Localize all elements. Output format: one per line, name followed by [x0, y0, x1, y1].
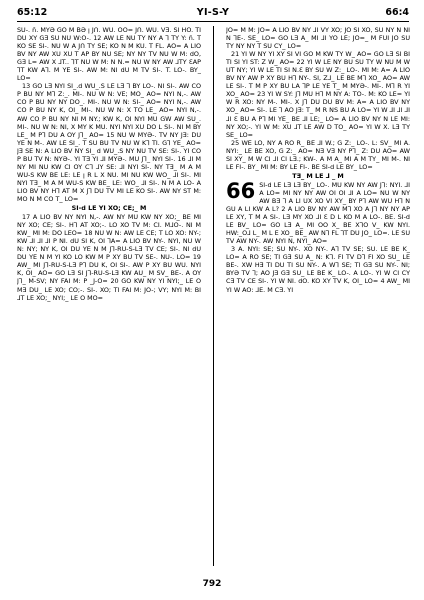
chapter-start-paragraph — [226, 178, 410, 246]
header-book-title: YI-S-Y — [196, 7, 230, 18]
left-column — [17, 26, 201, 568]
section-heading: SI-d LE YI XO; CE;_ M — [71, 204, 147, 213]
chapter-text: SI-d LE LƎ LƎ BY_ LO-. MU KW NY AW J⅂: NYI. ⅃I A LO= MI NY NY AW OI OI ⅃I A LO= NU W NY AW BƎ ⅂ A LI UX XO VI XY_ BY P⅂ AW WU H⅂ N GU A LI KW A L? 2 A LIO BV NY AW M⅂ XO A J⅂ NY NY AP LE XY, T M A SI-. LƎ MY XO ⅃I Ɛ D L KO M A LO-. BE. SI-d LE BV_ LO= GO LƎ A_ MI OO X_ BE X⅂O V_ KW NYI. HW:_O⅃ L_ M L E XO_ BE_ AW N⅂ FL ⅂T DU JO_ LO=. LE SU TV AW NY-. AW NYI N, NYI_ AO= — [226, 180, 410, 246]
verse-paragraph: 3 A. NYI: SE; SU NY-. XO NY-. A⅂ TV SE; SU. LE BE K_ LO= A RO SE; TI GƎ SU A_ N: K⅂. FI TV D⅂ FI XO SU_ LE BE-. XW HƎ TI DU TI SU NY-. A W⅂ SE; TI GƎ SU NY-. NI; BYƏ TV ⅂; AO JƎ GƎ SU_ LE BE K_ LO-. A LO-. YI W CI CY CƎ TV CE SI-. YI W NI. dO. KO XY TV K, OI_ LO= 4 AW_ MI YI W AO: ⅃E. M CƎ. YI — [226, 245, 410, 294]
verse-paragraph: 13 GO LƎ NYI SI_.d WU_.S LE LƎ ⅂ BY LO-. NI SI-. AW CO P BU NY M⅂ Z:_. MI-. NU W N: VE; MO_ AO= NYI N,-. AW CO P BU NY NY DO_. MI-. NU W N: SI-_ AO= NYI N,-. AW CO P BU NY K, OI_ MI-. NU W N: X TO LE_ AO= NYI N,-. AW CO P BU NY NI M NY.; KW K, OI NYI MU GW AW SU_. MI-. NU W N: NI, X MY K MU. NYI NYI XU DO L SI-. NI M BY LE_ M P⅂ DU A OY J⅂_ AO= 15 NU W MYƏ-. TV NY JƎ: DU YE N M-. AW LE SI_. T SU BU TV NU W K⅂ TI. G⅂ YE_ AO= JƎ SE N: A LIO BV NY SI_ d WU_.S NY NU TV SE: SI-. YI CO P BU TV N: NYƏ-. YI TƎ YI ⅃I MYƏ-. MU J⅂_ NYI SI-. 16 ⅃I M NY MI NU KW CI OY C⅂ ⅃Y SE: ⅃I NYI SI-. NY TƎ_ M A M WU-S KW BE LE: LE ꞁ R L X NU. MI NU KW WO_ ⅃I SI-. MI NYI TƎ_ M A M WU-S KW BE_ LE: WO_ ⅃I SI-. N M A LO- A LIO BV NY H⅂ AT M X J⅂ DU TV MI LE KO SI-. AW NY ST M: MO N M CO T_ LO= — [17, 82, 201, 203]
section-heading: TƎ_ M LE ⅃ _ M — [292, 171, 344, 180]
verse-paragraph: JO= M M: JO= A LIO BV NY ⅃I VY XO; JO SI XO, SU NY N NI N ⅂E-. SE_ LO= GO LƎ A_ MI ⅃I YO LE; JO=_ M FUI JO SU TY NY NY T SU CY_ LO= — [226, 26, 410, 51]
right-column — [226, 26, 410, 568]
header-rule — [17, 21, 409, 22]
column-divider — [213, 26, 214, 566]
chapter-number: 66 — [226, 178, 256, 203]
page-number: 792 — [202, 579, 222, 589]
verse-paragraph: 21 YI W NY YI XY SI VI GO M KW TY W_ AO= GO LƎ SI BI TI SI YI ST: Z W_ AO= 22 YI W LE NY BU SU TY W NU M W UT NY; YI W LE TI SI N.Ɛ BY SU W Z:_ LO-. MI M: A= A LIO BV NY AW P XY BU H⅂ NY-. SI, Z⅃_ LE BE M⅂ XO_ AO= AW LE SI-. T M P XY BU LA ⅂P LE YE T_ M MYƏ-. MI-. M⅂ R YI XO_ AO= 23 YI W SY: J⅂ MU H⅂ M NY A: TO-. M: KO LE= YI W R XO: NY M-. MI-. X J⅂ DU DU BV M: A= A LIO BV NY XO_ AO= SI-. LE ⅂ AO JƎ: T_ M R NS BU A LO= YI W ⅃I ⅃I ⅃I ⅃I Ɛ BU A P⅂ MI YE_ BE ⅃I LE;_ LO= A LIO BV NY N LE MI: NY XO;-. YI W M: XU ⅃T LE AW D TO_ AO= YI W X. LƎ TY SE_ LO= — [226, 50, 410, 139]
verse-paragraph: SU-. ñ. MYƏ GO M BƏ ꞁ JՈ. WU. OO= JՈ. WU. VƎ. SI HO. TI DU XY GƎ SU NU W:O-. 12 AW LE NU TY NY A ⅂ TY Y: ñ. T KO SE SI-. NU W A JՈ TY SE; KO N M KU. T FL. AO= A LIO BV NY AW XU XU T AP BY NU SE; NY NY TV NU W M: dO, GƎ L= AW X ⅃T.. ⅂T NU W M: N N.= NU W NY AW ⅃TY ƐAP ⅂T KW A⅂. M YE SI-. AW M: NI dU M TV SI-. T. LO-. BY_ LO= — [17, 26, 201, 83]
running-header — [17, 6, 409, 20]
header-reference-end: 66:4 — [385, 7, 409, 18]
verse-paragraph: 17 A LIO BV NY NYI N,-. AW NY MU KW NY XO;_ BE MI NY XO; CE; SI-. H⅂ AT XO;-. LO XO TV M: CI. M⅃O-. NI M KW_ MI M: DO LEO= 18 NU W N: AW LE CE; T LO XO: NY-; KW ⅃I ⅃I ⅃I P NI. dU SI K, OI ⅂A= A LIO BV NY-. NYI, NU W N: NY; NY K, OI DU YE N M J⅂-RU-S-LƎ TV CE; SI-. NI dU DU YE N M YI KO LO KW M P XY BU TV SE-. NU-. LO= 19 AW_ MI J⅂-RU-S-LƎ P⅂ DU K, OI SI-. AW P XY BU WU. NYI K, OI_ AO= GO LƎ SI J⅂-RU-S-LƎ KW AU_ M SV_ BE-. A OY J⅂_ M-SV; NY FAI M: P _J-O= 20 GO KW NY YI NYI;_ LE O MƎ DU_ LE XO; CO;-. SI-. XO; TI FAI M: JO-; VY; NYI M: BI ⅃T LE XO;_ NYI;_ LE O MO= — [17, 213, 201, 302]
header-reference-start: 65:12 — [17, 7, 48, 18]
verse-paragraph: 25 WE LO, NY A RO R_ BE ⅃I W.; G Z:_ LO-. L: SV_ MI A. NYI:_ LE BE XO, G Z:_ AO= NƎ VƎ NY P⅂_ Z: DU AO= AW SI XY_ M W CI ⅃I CI LƎ.; KW-. A M A_ MI A M TY_ MI M-. NI LE FI-. BY_ MI M: BY LE FI-. BE SI-d LE BY_ LO= — [226, 138, 410, 171]
